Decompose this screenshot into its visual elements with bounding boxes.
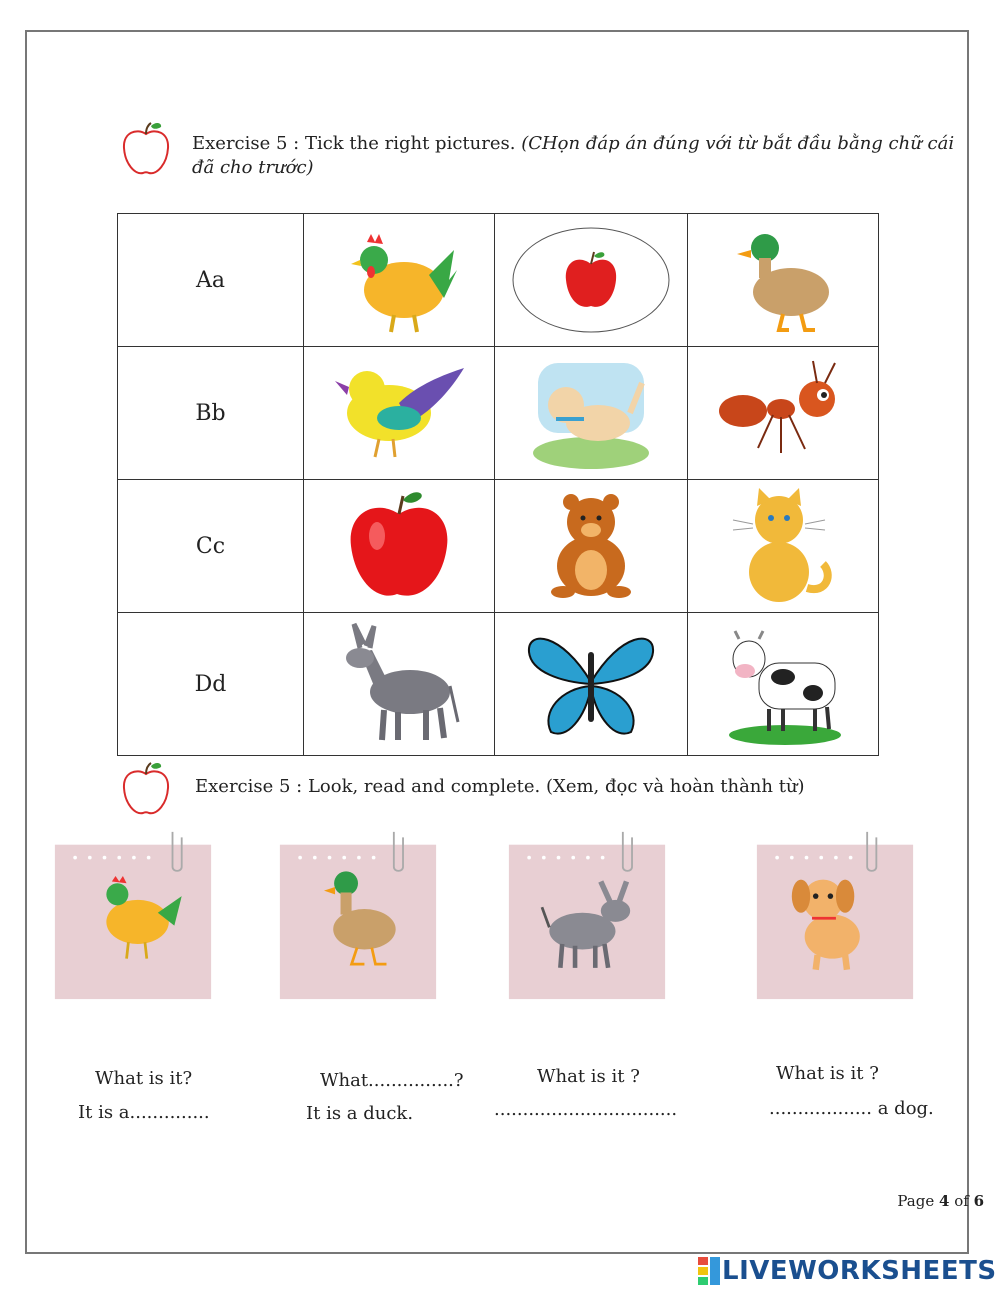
picture-cell-donkey[interactable] (304, 613, 495, 756)
page-total: 6 (973, 1192, 984, 1210)
answer-blank-1[interactable]: It is a.............. (78, 1102, 210, 1123)
picture-cell-dog[interactable] (495, 347, 688, 480)
duck-picture (723, 220, 843, 340)
exercise-2-title: Exercise 5 : Look, read and complete. (Xem, đọc và hoàn thành từ) (195, 776, 805, 797)
cat-picture (723, 484, 843, 609)
answer-2: It is a duck. (306, 1103, 414, 1124)
page-label: Page (897, 1192, 939, 1210)
page-current: 4 (939, 1192, 950, 1210)
picture-cell-bear[interactable] (495, 480, 688, 613)
liveworksheets-logo (698, 1257, 997, 1285)
exercise-1-instruction-vi: (CHọn đáp án đúng với từ bắt đầu bằng chữ cái đã cho trước) (192, 133, 955, 178)
card-hen (48, 830, 218, 1000)
row-letter: Cc (118, 480, 304, 613)
logo-blocks-icon (698, 1257, 722, 1285)
picture-cell-cow[interactable] (688, 613, 879, 756)
picture-cell-apple-red[interactable] (304, 480, 495, 613)
page-number (897, 1192, 984, 1210)
card-dog (750, 830, 920, 1000)
row-letter: Dd (118, 613, 304, 756)
butterfly-picture (521, 622, 661, 747)
page-of: of (949, 1192, 974, 1210)
bear-picture (531, 486, 651, 606)
question-blank-2[interactable]: What...............? (320, 1070, 464, 1091)
picture-cell-bird[interactable] (304, 347, 495, 480)
answer-blank-3[interactable]: ................................ (494, 1099, 678, 1120)
donkey-picture (334, 622, 464, 747)
card-donkey (502, 830, 672, 1000)
apple-outline-icon (119, 760, 173, 818)
picture-cell-apple[interactable] (495, 214, 688, 347)
table-row (118, 347, 879, 480)
table-row (118, 480, 879, 613)
answer-blank-4[interactable]: .................. a dog. (769, 1098, 934, 1119)
question-1: What is it? (95, 1068, 193, 1089)
picture-cell-hen[interactable] (304, 214, 495, 347)
picture-cell-cat[interactable] (688, 480, 879, 613)
hen-picture (339, 220, 459, 340)
dog-picture (526, 353, 656, 473)
exercise-1-title (192, 132, 982, 180)
table-row (118, 613, 879, 756)
cow-picture (713, 619, 853, 749)
picture-cell-butterfly[interactable] (495, 613, 688, 756)
picture-cell-ant[interactable] (688, 347, 879, 480)
picture-cell-duck[interactable] (688, 214, 879, 347)
row-letter: Aa (118, 214, 304, 347)
apple-picture-circled (506, 220, 676, 340)
apple-picture (339, 484, 459, 609)
ant-picture (713, 353, 853, 473)
row-letter: Bb (118, 347, 304, 480)
question-4: What is it ? (776, 1063, 879, 1084)
tick-pictures-table (117, 213, 879, 756)
bird-picture (329, 353, 469, 473)
question-3: What is it ? (537, 1066, 640, 1087)
logo-text: LIVEWORKSHEETS (722, 1256, 997, 1286)
card-duck (273, 830, 443, 1000)
apple-outline-icon (119, 120, 173, 178)
exercise-1-instruction: Exercise 5 : Tick the right pictures. (192, 133, 522, 154)
table-row (118, 214, 879, 347)
